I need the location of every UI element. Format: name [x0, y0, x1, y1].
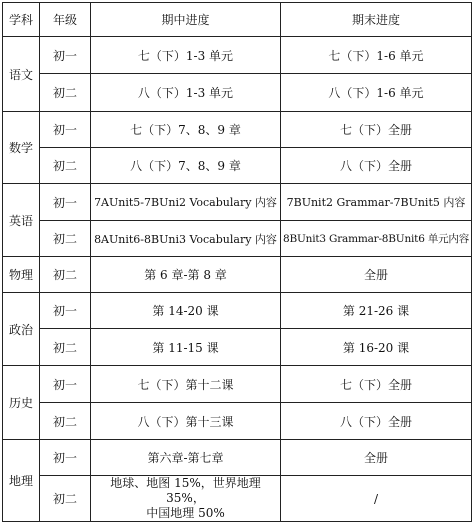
final-cell: 七（下）全册: [281, 366, 472, 403]
table-row: [3, 329, 472, 366]
table-row: [3, 221, 472, 257]
midterm-cell: 第六章-第七章: [91, 440, 281, 476]
final-cell: 第 21-26 课: [281, 293, 472, 329]
header-row: [3, 3, 472, 37]
grade-cell: 初二: [40, 329, 91, 366]
subject-cell: 语文: [3, 37, 40, 112]
table-row: [3, 257, 472, 293]
grade-cell: 初二: [40, 74, 91, 112]
table-row: [3, 184, 472, 221]
table-row: [3, 112, 472, 148]
subject-cell: 英语: [3, 184, 40, 257]
table-row: [3, 293, 472, 329]
header-final-progress: 期末进度: [281, 3, 472, 37]
grade-cell: 初一: [40, 440, 91, 476]
table-row: [3, 366, 472, 403]
progress-table: [2, 2, 472, 522]
grade-cell: 初二: [40, 148, 91, 184]
midterm-cell: 7AUnit5-7BUni2 Vocabulary 内容: [91, 184, 281, 221]
table-row: [3, 476, 472, 522]
final-cell: 八（下）全册: [281, 148, 472, 184]
grade-cell: 初一: [40, 37, 91, 74]
midterm-cell: 七（下）1-3 单元: [91, 37, 281, 74]
final-cell: 第 16-20 课: [281, 329, 472, 366]
table-row: [3, 403, 472, 440]
midterm-cell: 第 14-20 课: [91, 293, 281, 329]
midterm-cell: 八（下）7、8、9 章: [91, 148, 281, 184]
final-cell: 8BUnit3 Grammar-8BUnit6 单元内容: [281, 221, 472, 257]
grade-cell: 初一: [40, 366, 91, 403]
midterm-line-1: 地球、地图 15%，世界地理 35%，: [110, 476, 261, 505]
grade-cell: 初一: [40, 293, 91, 329]
grade-cell: 初二: [40, 403, 91, 440]
final-cell: 七（下）1-6 单元: [281, 37, 472, 74]
grade-cell: 初二: [40, 257, 91, 293]
final-cell: 全册: [281, 440, 472, 476]
midterm-cell: 七（下）第十二课: [91, 366, 281, 403]
final-cell: 7BUnit2 Grammar-7BUnit5 内容: [281, 184, 472, 221]
final-cell: /: [281, 476, 472, 522]
subject-cell: 政治: [3, 293, 40, 366]
header-subject: 学科: [3, 3, 40, 37]
subject-cell: 历史: [3, 366, 40, 440]
header-grade: 年级: [40, 3, 91, 37]
grade-cell: 初二: [40, 221, 91, 257]
subject-cell: 数学: [3, 112, 40, 184]
final-cell: 七（下）全册: [281, 112, 472, 148]
midterm-cell: 第 11-15 课: [91, 329, 281, 366]
final-cell: 全册: [281, 257, 472, 293]
grade-cell: 初一: [40, 184, 91, 221]
midterm-cell: 八（下）1-3 单元: [91, 74, 281, 112]
midterm-cell: 八（下）第十三课: [91, 403, 281, 440]
midterm-cell: 第 6 章-第 8 章: [91, 257, 281, 293]
subject-cell: 物理: [3, 257, 40, 293]
final-cell: 八（下）1-6 单元: [281, 74, 472, 112]
table-row: [3, 440, 472, 476]
header-midterm-progress: 期中进度: [91, 3, 281, 37]
grade-cell: 初一: [40, 112, 91, 148]
table-row: [3, 37, 472, 74]
table-row: [3, 148, 472, 184]
table-row: [3, 74, 472, 112]
midterm-cell: 8AUnit6-8BUni3 Vocabulary 内容: [91, 221, 281, 257]
midterm-cell: [91, 476, 281, 522]
midterm-line-2: 中国地理 50%: [146, 506, 225, 520]
midterm-cell: 七（下）7、8、9 章: [91, 112, 281, 148]
subject-cell: 地理: [3, 440, 40, 522]
final-cell: 八（下）全册: [281, 403, 472, 440]
grade-cell: 初二: [40, 476, 91, 522]
